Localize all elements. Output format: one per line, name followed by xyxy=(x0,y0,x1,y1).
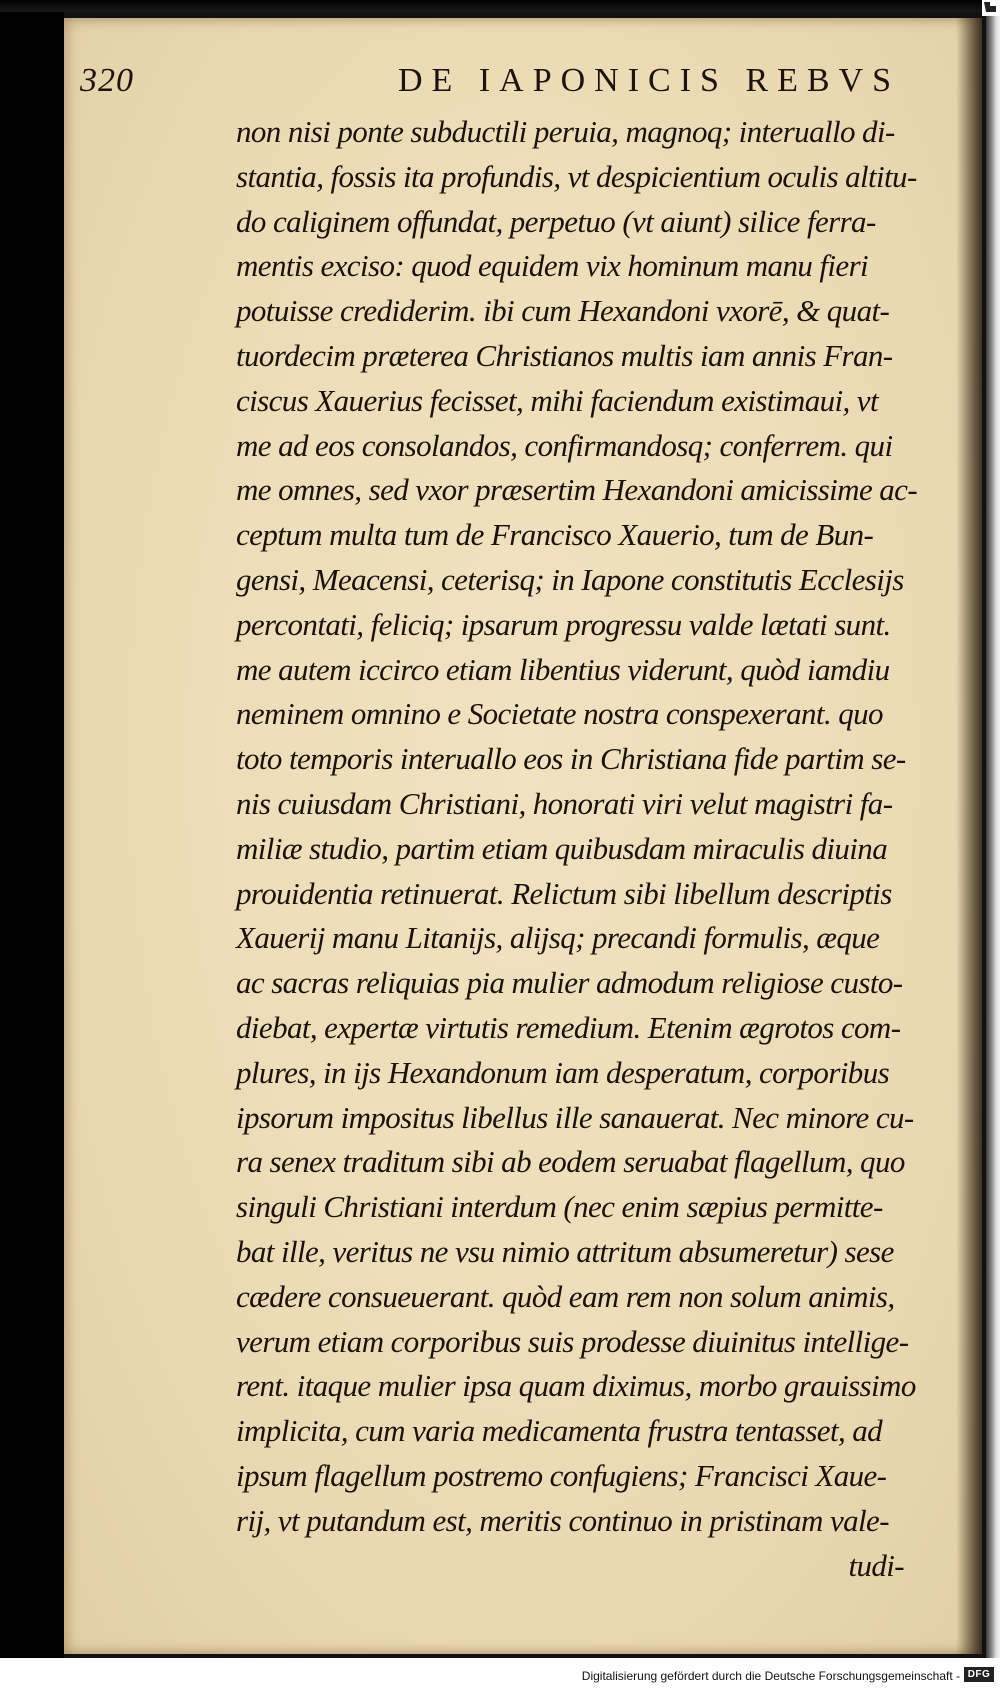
scan-top-edge xyxy=(0,0,1000,12)
text-line: stantia, fossis ita profundis, vt despicientium oculis altitu- xyxy=(236,158,917,194)
scan-left-edge xyxy=(0,0,64,1658)
text-line: rij, vt putandum est, meritis continuo in pristinam vale- xyxy=(236,1502,889,1538)
text-line: singuli Christiani interdum (nec enim sæpius permitte- xyxy=(236,1189,883,1225)
digitization-credit: Digitalisierung gefördert durch die Deutsche Forschungsgemeinschaft - xyxy=(581,1669,960,1683)
text-line: potuisse crediderim. ibi cum Hexandoni vxorē, & quat- xyxy=(236,293,890,329)
page-gutter-shadow xyxy=(956,18,982,1654)
text-line: ipsum flagellum postremo confugiens; Francisci Xaue- xyxy=(236,1457,887,1493)
dfg-logo: DFG xyxy=(964,1667,994,1682)
text-line: miliæ studio, partim etiam quibusdam miraculis diuina xyxy=(236,830,888,866)
text-line: verum etiam corporibus suis prodesse diuinitus intellige- xyxy=(236,1323,909,1359)
text-line: percontati, feliciq; ipsarum progressu valde lætati sunt. xyxy=(236,606,891,642)
text-line: Xauerij manu Litanijs, alijsq; precandi formulis, æque xyxy=(236,920,880,956)
text-line: gensi, Meacensi, ceterisq; in Iapone constitutis Ecclesijs xyxy=(236,561,904,597)
page-number: 320 xyxy=(80,62,134,99)
text-line: ceptum multa tum de Francisco Xauerio, tum de Bun- xyxy=(236,517,874,553)
text-line: non nisi ponte subductili peruia, magnoq; interuallo di- xyxy=(236,114,895,149)
text-line: me autem iccirco etiam libentius viderunt, quòd iamdiu xyxy=(236,651,890,687)
corner-mark-icon xyxy=(982,0,1000,16)
text-line: neminem omnino e Societate nostra conspexerant. quo xyxy=(236,696,883,732)
text-line: ipsorum impositus libellus ille sanauerat. Nec minore cu- xyxy=(236,1099,914,1135)
text-line: toto temporis interuallo eos in Christiana fide partim se- xyxy=(236,741,906,777)
text-line: cædere consueuerant. quòd eam rem non solum animis, xyxy=(236,1278,895,1314)
text-line: rent. itaque mulier ipsa quam diximus, morbo grauissimo xyxy=(236,1368,916,1404)
text-line: me ad eos consolandos, confirmandosq; conferrem. qui xyxy=(236,427,893,463)
body-text xyxy=(236,110,918,1588)
text-line: prouidentia retinuerat. Relictum sibi libellum descriptis xyxy=(236,875,892,911)
text-line: do caliginem offundat, perpetuo (vt aiunt) silice ferra- xyxy=(236,203,876,239)
text-line: bat ille, veritus ne vsu nimio attritum absumeretur) sese xyxy=(236,1233,894,1269)
text-line: diebat, expertæ virtutis remedium. Etenim ægrotos com- xyxy=(236,1009,901,1045)
text-line: ac sacras reliquias pia mulier admodum religiose custo- xyxy=(236,965,903,1001)
text-line: tuordecim præterea Christianos multis iam annis Fran- xyxy=(236,337,893,373)
footer-bar xyxy=(0,1658,1000,1692)
text-line: ra senex traditum sibi ab eodem seruabat flagellum, quo xyxy=(236,1144,905,1180)
running-title: DE IAPONICIS REBVS xyxy=(398,62,901,99)
text-line: mentis exciso: quod equidem vix hominum manu fieri xyxy=(236,248,869,284)
text-line: me omnes, sed vxor præsertim Hexandoni amicissime ac- xyxy=(236,472,918,508)
text-line: implicita, cum varia medicamenta frustra tentasset, ad xyxy=(236,1413,883,1449)
text-line: ciscus Xauerius fecisset, mihi faciendum existimaui, vt xyxy=(236,382,878,418)
text-line: nis cuiusdam Christiani, honorati viri velut magistri fa- xyxy=(236,785,893,821)
text-line: plures, in ijs Hexandonum iam desperatum, corporibus xyxy=(236,1054,890,1090)
text-line: tudi- xyxy=(848,1547,904,1583)
scan-right-edge xyxy=(986,0,1000,1658)
